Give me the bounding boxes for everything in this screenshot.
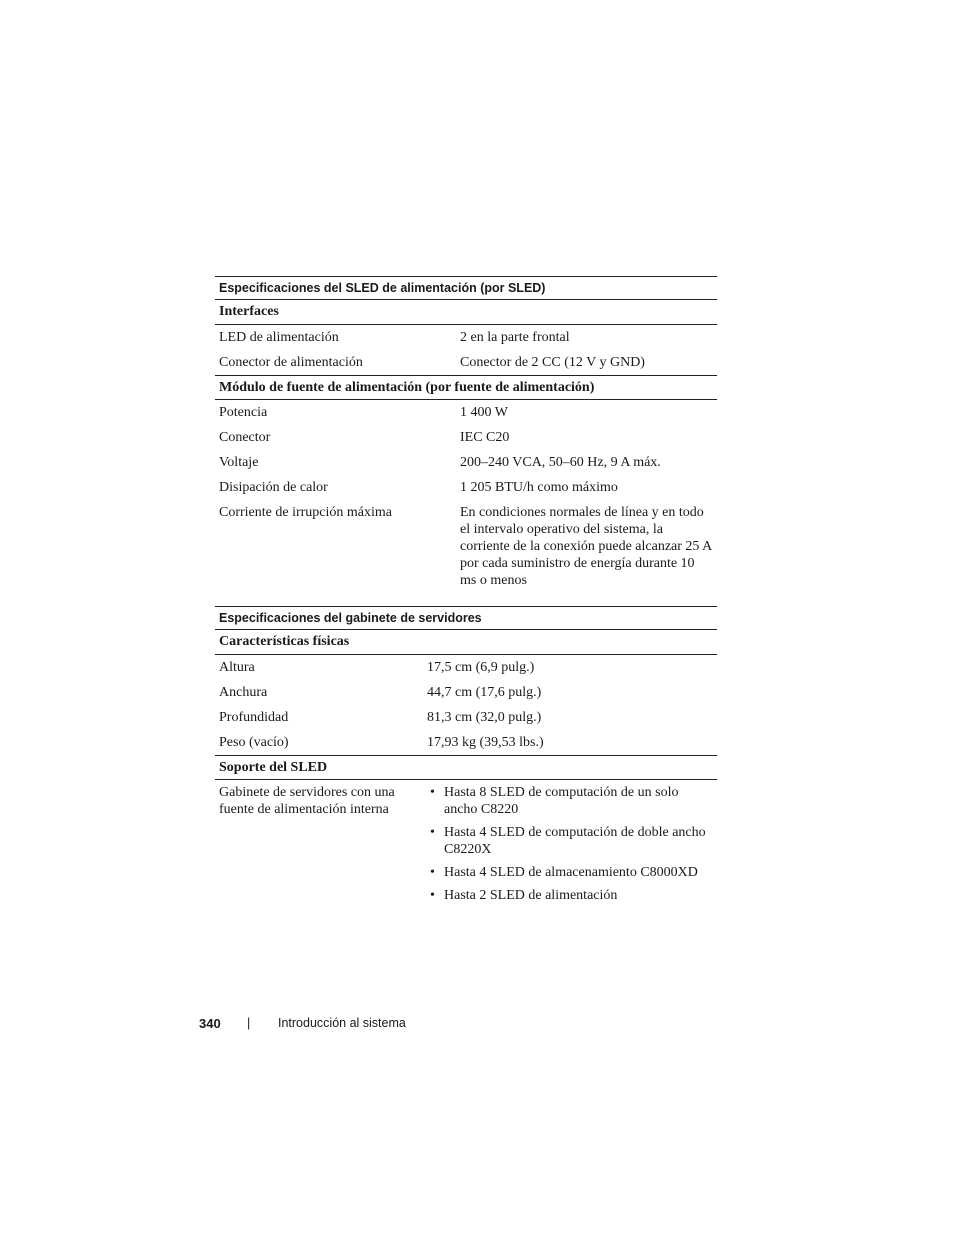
row-label: Potencia (219, 405, 268, 420)
list-item: • Hasta 2 SLED de alimentación (427, 887, 713, 904)
row-label: Profundidad (219, 710, 289, 725)
list-item: • Hasta 8 SLED de computación de un solo ancho C8220 (427, 784, 713, 818)
table-row (215, 400, 717, 425)
table-title: Especificaciones del SLED de alimentación (por SLED) (215, 276, 717, 300)
row-label: Voltaje (219, 455, 259, 470)
list-item: • Hasta 4 SLED de almacenamiento C8000XD (427, 864, 713, 881)
row-label: Peso (vacío) (219, 735, 289, 750)
row-value: En condiciones normales de línea y en todo el intervalo operativo del sistema, la corriente de la conexión puede alcanzar 25 A por cada suministro de energía durante 10 ms o menos (460, 505, 712, 588)
table-row (215, 680, 717, 705)
table-row (215, 325, 717, 350)
table-row (215, 500, 717, 593)
row-label: Conector de alimentación (219, 355, 363, 370)
table-row (215, 450, 717, 475)
row-value: 44,7 cm (17,6 pulg.) (427, 685, 542, 700)
row-value: 1 400 W (460, 405, 508, 420)
row-label: Gabinete de servidores con una fuente de alimentación interna (219, 785, 395, 817)
table-row (215, 730, 717, 755)
power-sled-spec-table (215, 276, 717, 593)
subheading-interfaces: Interfaces (215, 300, 717, 325)
row-label: Corriente de irrupción máxima (219, 505, 392, 520)
row-value: Conector de 2 CC (12 V y GND) (460, 355, 645, 370)
row-label: LED de alimentación (219, 330, 339, 345)
row-label: Altura (219, 660, 255, 675)
page-number: 340 (199, 1016, 221, 1031)
table-row (215, 425, 717, 450)
sled-support-list (427, 784, 713, 904)
list-item: • Hasta 4 SLED de computación de doble ancho C8220X (427, 824, 713, 858)
row-value: 17,5 cm (6,9 pulg.) (427, 660, 535, 675)
row-value: 81,3 cm (32,0 pulg.) (427, 710, 542, 725)
subheading-sled-support: Soporte del SLED (215, 755, 717, 780)
row-value: 200–240 VCA, 50–60 Hz, 9 A máx. (460, 455, 661, 470)
row-label: Anchura (219, 685, 268, 700)
table-row (215, 705, 717, 730)
footer-section-title: Introducción al sistema (278, 1016, 406, 1030)
row-label: Disipación de calor (219, 480, 328, 495)
table-row (215, 655, 717, 680)
enclosure-spec-table (215, 606, 717, 914)
subheading-psu: Módulo de fuente de alimentación (por fuente de alimentación) (215, 375, 717, 400)
footer-separator: | (247, 1016, 251, 1030)
row-value: 1 205 BTU/h como máximo (460, 480, 618, 495)
table-row (215, 475, 717, 500)
row-value: IEC C20 (460, 430, 510, 445)
subheading-physical: Características físicas (215, 630, 717, 655)
table-title: Especificaciones del gabinete de servidores (215, 606, 717, 630)
table-row (215, 350, 717, 375)
table-row (215, 780, 717, 914)
row-value: 2 en la parte frontal (460, 330, 570, 345)
row-value (427, 784, 717, 910)
row-label: Conector (219, 430, 271, 445)
row-value: 17,93 kg (39,53 lbs.) (427, 735, 544, 750)
